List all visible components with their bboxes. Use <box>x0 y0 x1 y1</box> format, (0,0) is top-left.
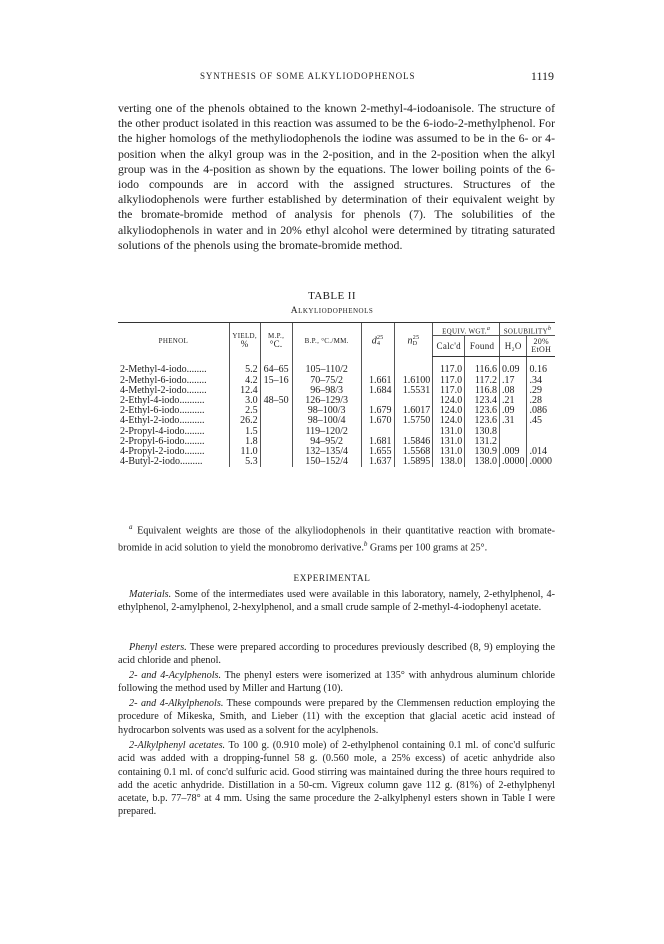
solubility-note-mark: b <box>547 326 552 332</box>
cell-refr-value: 1.5895 <box>402 456 431 468</box>
paragraph-text: Some of the intermediates used were available in this laboratory, namely, 2-ethylphenol, 4-ethylphenol, 2-amylphenol, 2-hexylphenol, and a small crude sample of 2-methyl-4-iodophenyl acetate. <box>118 589 555 614</box>
leader-dots: ........ <box>184 435 205 447</box>
cell-found-value: 138.0 <box>474 456 497 468</box>
cell-bp <box>292 357 361 376</box>
cell-phenol-value: 2-Ethyl-6-iodo <box>120 405 180 417</box>
table-header-row <box>118 323 555 336</box>
cell-mp <box>260 427 292 437</box>
cell-phenol-value: 4-Propyl-2-iodo <box>120 445 185 457</box>
cell-found-value: 131.2 <box>474 435 497 447</box>
yield-label: YIELD, <box>232 332 257 341</box>
cell-calcd <box>433 357 465 376</box>
paragraph-text: These compounds were prepared by the Clemmensen reduction employing the procedure of Mikeska, Smith, and Lieber (11) with the exception that glacial acetic acid instead of hydrocarbon solvents was used as a solvent for the acylphenols. <box>118 698 555 736</box>
table-caption: Alkyliodophenols <box>290 306 374 316</box>
experimental-paragraph <box>118 739 555 819</box>
leader-dots: ........ <box>186 364 207 376</box>
col-header-equiv <box>433 323 500 336</box>
cell-etoh-value: .014 <box>529 445 547 457</box>
cell-h2o-value: .009 <box>501 445 520 457</box>
cell-refr-value: 1.5531 <box>402 384 431 396</box>
cell-refr <box>394 416 433 426</box>
cell-found-value: 123.6 <box>474 415 497 427</box>
paragraph-text: These were prepared according to procedures previously described (8, 9) employing the acid chloride and phenol. <box>118 642 555 667</box>
cell-density-value: 1.684 <box>369 384 392 396</box>
cell-yield-value: 12.4 <box>240 384 258 396</box>
paragraph-lead: 2- and 4-Acylphenols. <box>129 670 222 681</box>
cell-bp-value: 132–135/4 <box>305 445 349 457</box>
col-header-etoh <box>527 336 555 357</box>
cell-bp-value: 126–129/3 <box>305 394 349 406</box>
cell-phenol-value: 2-Ethyl-4-iodo <box>120 394 180 406</box>
footnote-text-a: Equivalent weights are those of the alkyliodophenols in their quantitative reaction with bromate-bromide in acid solution to yield the monobromo derivative. <box>118 525 555 554</box>
col-header-phenol: PHENOL <box>118 323 229 357</box>
density-symbol: d <box>371 335 377 347</box>
experimental-paragraph <box>118 669 555 696</box>
leader-dots: ........ <box>184 445 205 457</box>
cell-calcd-value: 117.0 <box>440 364 463 376</box>
cell-found-value: 123.6 <box>474 405 497 417</box>
cell-calcd-value: 124.0 <box>439 394 463 406</box>
cell-phenol-value: 2-Methyl-4-iodo <box>120 364 187 376</box>
cell-density <box>361 357 394 376</box>
body-paragraph: verting one of the phenols obtained to the known 2-methyl-4-iodoanisole. The structure of the other product isolated in this reaction was assumed to be the 6-iodo-2-methylphenol. For the higher homologs of the methyliodophenols the iodine was assumed to be in the 6- or 4-position when the alkyl group was in the 2-position, and in the 2-position when the alkyl group was in the 4-position as shown by the equations. The lower boiling points of the 6-iodo compounds are in accord with the assigned structures. Structures of the alkyliodophenols were further established by determination of their equivalent weight by the bromate-bromide method of analysis for phenols (7). The solubilities of the alkyliodophenols in water and in 20% ethyl alcohol were determined by titrating saturated solutions of the phenols using the bromate-bromide method. <box>118 101 555 252</box>
cell-etoh <box>527 416 555 426</box>
cell-found <box>465 357 500 376</box>
cell-yield-value: 11.0 <box>240 445 258 457</box>
cell-found-value: 123.4 <box>474 394 497 406</box>
cell-calcd-value: 124.0 <box>439 405 463 417</box>
cell-yield-value: 26.2 <box>240 415 258 427</box>
cell-found-value: 116.6 <box>474 364 497 376</box>
paragraph-lead: 2- and 4-Alkylphenols. <box>129 698 224 709</box>
cell-yield <box>229 357 260 376</box>
cell-refr-value: 1.5568 <box>402 445 431 457</box>
refr-sup: 25 <box>412 334 420 341</box>
paragraph-lead: Phenyl esters. <box>129 642 187 653</box>
cell-density <box>361 386 394 396</box>
paragraph-text: To 100 g. (0.910 mole) of 2-ethylphenol containing 0.1 ml. of conc'd sulfuric acid was added with a dropping-funnel 58 g. (0.560 mole, a 25% excess) of acetic anhydride also containing 0.1 ml. of conc'd sulfuric acid. Good stirring was maintained during the three hours required to add the acetic anhydride. Distillation in a 50-cm. Vigreux column gave 112 g. (81%) of 2-ethylphenyl acetate, b.p. 77–78° at 4 mm. Using the same procedure the 2-alkylphenyl esters shown in Table I were prepared. <box>118 740 556 818</box>
cell-etoh-value: .29 <box>529 384 542 396</box>
cell-h2o <box>499 416 527 426</box>
footnote-text-b: Grams per 100 grams at 25°. <box>369 542 488 554</box>
cell-yield-value: 3.0 <box>245 394 258 406</box>
cell-mp <box>260 406 292 416</box>
cell-phenol-value: 2-Propyl-6-iodo <box>120 435 185 447</box>
cell-yield-value: 4.2 <box>245 374 258 386</box>
mp-unit: °C. <box>269 339 283 350</box>
cell-etoh <box>527 457 555 467</box>
cell-calcd-value: 131.0 <box>439 425 463 437</box>
cell-etoh-value: .0000 <box>529 456 552 468</box>
cell-refr-value: 1.5846 <box>402 435 431 447</box>
cell-found-value: 130.8 <box>474 425 497 437</box>
cell-calcd <box>433 457 465 467</box>
table-number: TABLE II <box>308 290 356 302</box>
cell-density <box>361 416 394 426</box>
col-header-density <box>361 323 394 357</box>
refr-symbol: n <box>407 335 413 347</box>
cell-bp-value: 70–75/2 <box>310 374 344 386</box>
cell-h2o <box>499 457 527 467</box>
cell-h2o-value: 0.09 <box>501 364 520 376</box>
cell-refr <box>394 457 433 467</box>
cell-bp-value: 94–95/2 <box>310 435 344 447</box>
leader-dots: ......... <box>180 456 203 468</box>
equiv-note-mark: a <box>486 326 491 332</box>
cell-refr-value: 1.6017 <box>402 405 431 417</box>
leader-dots: .......... <box>179 405 205 417</box>
table-body <box>118 357 555 468</box>
cell-bp-value: 119–120/2 <box>305 425 348 437</box>
cell-found <box>465 457 500 467</box>
cell-mp-value: 64–65 <box>263 364 289 376</box>
footnote-mark-a: a <box>129 523 133 531</box>
leader-dots: .......... <box>179 394 205 406</box>
cell-etoh-value: 0.16 <box>529 364 547 376</box>
cell-refr-value: 1.5750 <box>402 415 431 427</box>
cell-mp <box>260 416 292 426</box>
cell-calcd-value: 131.0 <box>439 445 463 457</box>
cell-yield-value: 1.8 <box>245 435 258 447</box>
cell-mp <box>260 396 292 406</box>
paragraph-lead: Materials. <box>129 589 172 600</box>
cell-calcd-value: 138.0 <box>439 456 463 468</box>
cell-h2o-value: .09 <box>501 405 515 417</box>
cell-calcd-value: 131.0 <box>439 435 463 447</box>
col-header-calcd: Calc'd <box>433 336 465 357</box>
cell-h2o-value: .17 <box>501 374 515 386</box>
cell-etoh <box>527 427 555 437</box>
yield-unit: % <box>240 339 249 350</box>
cell-phenol <box>118 357 229 376</box>
page-number: 1119 <box>530 69 554 83</box>
cell-yield-value: 5.3 <box>245 456 258 468</box>
col-header-found: Found <box>465 336 500 357</box>
etoh-pct: 20% <box>533 337 550 347</box>
col-header-refractive-index <box>394 323 433 357</box>
cell-density-value: 1.655 <box>369 445 392 457</box>
leader-dots: .......... <box>179 415 205 427</box>
cell-refr <box>394 357 433 376</box>
paragraph-lead: 2-Alkylphenyl acetates. <box>129 740 226 751</box>
cell-calcd-value: 124.0 <box>439 415 463 427</box>
col-header-mp <box>260 323 292 357</box>
cell-yield-value: 5.2 <box>245 364 258 376</box>
table-footnote <box>118 521 555 555</box>
cell-density-value: 1.681 <box>369 435 392 447</box>
cell-bp-value: 96–98/3 <box>310 384 344 396</box>
cell-bp-value: 105–110/2 <box>305 364 348 376</box>
cell-density-value: 1.661 <box>369 374 392 386</box>
cell-yield <box>229 457 260 467</box>
col-header-solubility <box>499 323 555 336</box>
experimental-paragraph <box>118 588 555 615</box>
cell-phenol-value: 4-Butyl-2-iodo <box>120 456 180 468</box>
section-title-experimental: EXPERIMENTAL <box>293 573 371 583</box>
running-title: SYNTHESIS OF SOME ALKYLIODOPHENOLS <box>200 71 416 81</box>
cell-yield-value: 2.5 <box>245 405 258 417</box>
col-header-yield <box>229 323 260 357</box>
cell-mp <box>260 357 292 376</box>
cell-mp <box>260 376 292 386</box>
cell-density-value: 1.637 <box>369 456 392 468</box>
cell-density-value: 1.679 <box>369 405 392 417</box>
cell-found-value: 116.8 <box>474 384 497 396</box>
cell-h2o-value: .08 <box>501 384 515 396</box>
cell-etoh <box>527 357 555 376</box>
mp-label: M.P., <box>268 332 285 341</box>
paragraph-text: The phenyl esters were isomerized at 135° with anhydrous aluminum chloride following the method used by Miller and Hartung (10). <box>118 670 556 695</box>
alkyliodophenols-table <box>118 322 555 467</box>
density-sup: 25 <box>377 334 384 341</box>
cell-mp <box>260 457 292 467</box>
cell-etoh-value: .086 <box>529 405 547 417</box>
cell-phenol <box>118 457 229 467</box>
cell-h2o-value: .21 <box>501 394 515 406</box>
solubility-label: SOLUBILITY <box>503 327 548 336</box>
etoh-label: EtOH <box>531 345 552 355</box>
cell-mp-value: 15–16 <box>263 374 289 386</box>
cell-bp <box>292 457 361 467</box>
cell-h2o <box>499 357 527 376</box>
cell-density <box>361 457 394 467</box>
cell-bp-value: 150–152/4 <box>305 456 349 468</box>
density-sub: 4 <box>377 340 381 347</box>
table-row <box>118 357 555 376</box>
equiv-label: EQUIV. WGT. <box>442 327 487 336</box>
cell-density-value: 1.670 <box>369 415 392 427</box>
cell-phenol-value: 4-Methyl-2-iodo <box>120 384 187 396</box>
cell-calcd-value: 117.0 <box>440 384 463 396</box>
leader-dots: ........ <box>184 425 205 437</box>
leader-dots: ........ <box>186 374 207 386</box>
cell-h2o <box>499 427 527 437</box>
cell-refr-value: 1.6100 <box>402 374 431 386</box>
table-row <box>118 457 555 467</box>
cell-etoh-value: .34 <box>529 374 542 386</box>
cell-h2o-value: .31 <box>501 415 515 427</box>
cell-etoh-value: .28 <box>529 394 542 406</box>
running-header <box>118 71 554 85</box>
col-header-bp: B.P., °C./MM. <box>292 323 361 357</box>
experimental-paragraph <box>118 697 555 737</box>
footnote-mark-b: b <box>363 539 368 548</box>
cell-mp <box>260 437 292 447</box>
cell-mp-value: 48–50 <box>263 394 289 406</box>
cell-yield-value: 1.5 <box>245 425 258 437</box>
cell-h2o-value: .0000 <box>501 456 525 468</box>
cell-found-value: 130.9 <box>474 445 497 457</box>
cell-bp-value: 98–100/4 <box>307 415 346 427</box>
cell-etoh-value: .45 <box>529 415 542 427</box>
experimental-paragraph <box>118 641 555 668</box>
cell-phenol-value: 4-Ethyl-2-iodo <box>120 415 180 427</box>
cell-mp <box>260 447 292 457</box>
col-header-water: H₂O <box>499 336 527 357</box>
cell-calcd-value: 117.0 <box>440 374 463 386</box>
cell-refr <box>394 386 433 396</box>
cell-phenol-value: 2-Methyl-6-iodo <box>120 374 187 386</box>
cell-bp-value: 98–100/3 <box>307 405 346 417</box>
refr-sub: D <box>412 340 418 347</box>
cell-phenol-value: 2-Propyl-4-iodo <box>120 425 185 437</box>
cell-found-value: 117.2 <box>474 374 497 386</box>
leader-dots: ........ <box>186 384 207 396</box>
